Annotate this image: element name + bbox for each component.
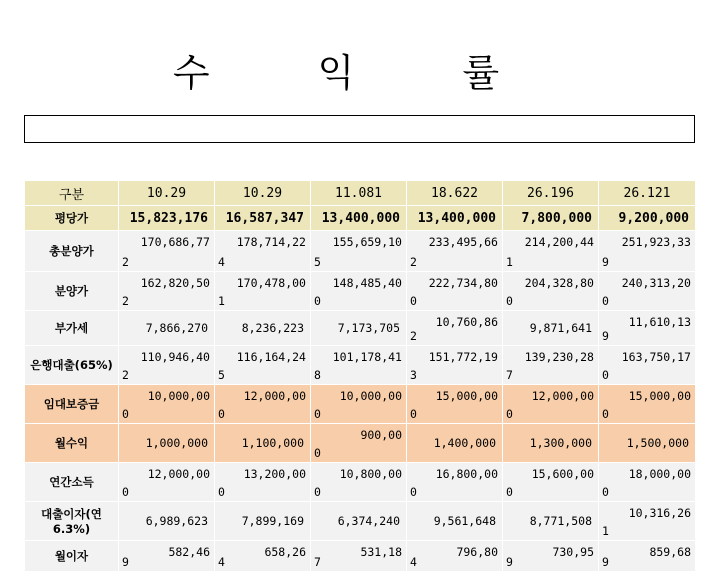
table-cell (503, 231, 599, 272)
cell-value: 859,68 (649, 545, 691, 559)
table-row (25, 206, 696, 231)
cell-value: 251,923,33 (621, 235, 691, 249)
table-row (25, 541, 696, 572)
table-cell (407, 272, 503, 311)
table-cell: 13,400,000 (407, 206, 503, 231)
header-cell: 26.196 (503, 181, 599, 206)
table-cell: 6,374,240 (311, 502, 407, 541)
table-cell: 9,561,648 (407, 502, 503, 541)
cell-value: 148,485,40 (332, 276, 402, 290)
cell-value: 10,000,00 (339, 389, 402, 403)
table-cell (119, 231, 215, 272)
table-cell (407, 231, 503, 272)
table-cell (599, 311, 696, 346)
cell-value: 582,46 (168, 545, 210, 559)
empty-box (24, 115, 695, 143)
cell-value: 10,800,00 (339, 467, 402, 481)
table-cell: 1,100,000 (215, 424, 311, 463)
table-cell (599, 463, 696, 502)
cell-value-tail: 1 (506, 255, 513, 269)
table-cell (119, 346, 215, 385)
cell-value-tail: 4 (410, 555, 417, 569)
cell-value-tail: 4 (218, 255, 225, 269)
cell-value: 214,200,44 (524, 235, 594, 249)
table-cell: 15,823,176 (119, 206, 215, 231)
table-row (25, 311, 696, 346)
table-cell: 13,400,000 (311, 206, 407, 231)
cell-value: 730,95 (552, 545, 594, 559)
cell-value-tail: 0 (410, 485, 417, 499)
row-label: 월이자 (25, 541, 119, 572)
row-label: 임대보증금 (25, 385, 119, 424)
table-cell: 7,866,270 (119, 311, 215, 346)
table-row (25, 424, 696, 463)
cell-value: 12,000,00 (531, 389, 594, 403)
table-cell: 1,300,000 (503, 424, 599, 463)
table-cell (311, 346, 407, 385)
header-label: 구분 (25, 181, 119, 206)
header-cell: 11.081 (311, 181, 407, 206)
cell-value-tail: 4 (218, 555, 225, 569)
row-label: 연간소득 (25, 463, 119, 502)
row-label: 평당가 (25, 206, 119, 231)
table-cell: 16,587,347 (215, 206, 311, 231)
cell-value-tail: 8 (314, 368, 321, 382)
cell-value: 16,800,00 (435, 467, 498, 481)
table-cell (119, 385, 215, 424)
cell-value: 110,946,40 (140, 350, 210, 364)
cell-value: 170,686,77 (140, 235, 210, 249)
cell-value-tail: 0 (218, 485, 225, 499)
cell-value-tail: 7 (314, 555, 321, 569)
row-label: 대출이자(연 6.3%) (25, 502, 119, 541)
cell-value-tail: 5 (314, 255, 321, 269)
table-cell: 7,800,000 (503, 206, 599, 231)
header-cell: 10.29 (119, 181, 215, 206)
row-label: 부가세 (25, 311, 119, 346)
cell-value: 658,26 (264, 545, 306, 559)
table-cell (215, 272, 311, 311)
table-cell (215, 231, 311, 272)
table-cell (407, 463, 503, 502)
table-cell (119, 463, 215, 502)
cell-value-tail: 2 (122, 368, 129, 382)
cell-value-tail: 0 (122, 485, 129, 499)
table-cell (215, 385, 311, 424)
cell-value-tail: 0 (410, 407, 417, 421)
table-cell (503, 346, 599, 385)
cell-value-tail: 3 (410, 368, 417, 382)
cell-value-tail: 0 (314, 294, 321, 308)
cell-value: 163,750,17 (621, 350, 691, 364)
cell-value: 222,734,80 (428, 276, 498, 290)
cell-value-tail: 0 (602, 368, 609, 382)
cell-value: 12,000,00 (147, 467, 210, 481)
cell-value: 233,495,66 (428, 235, 498, 249)
cell-value-tail: 2 (122, 294, 129, 308)
table-cell (311, 385, 407, 424)
cell-value-tail: 0 (314, 407, 321, 421)
table-cell: 7,173,705 (311, 311, 407, 346)
cell-value-tail: 0 (122, 407, 129, 421)
table-cell: 9,200,000 (599, 206, 696, 231)
table-row (25, 272, 696, 311)
table-cell (215, 346, 311, 385)
cell-value: 12,000,00 (243, 389, 306, 403)
cell-value-tail: 5 (218, 368, 225, 382)
table-cell: 8,771,508 (503, 502, 599, 541)
cell-value-tail: 0 (602, 407, 609, 421)
header-row (25, 181, 696, 206)
row-label: 월수익 (25, 424, 119, 463)
cell-value: 204,328,80 (524, 276, 594, 290)
table-cell (599, 502, 696, 541)
cell-value: 178,714,22 (236, 235, 306, 249)
cell-value-tail: 0 (506, 407, 513, 421)
cell-value: 170,478,00 (236, 276, 306, 290)
table-cell (503, 385, 599, 424)
cell-value-tail: 7 (506, 368, 513, 382)
cell-value-tail: 2 (410, 255, 417, 269)
cell-value-tail: 0 (602, 485, 609, 499)
cell-value: 155,659,10 (332, 235, 402, 249)
table-cell: 9,871,641 (503, 311, 599, 346)
cell-value: 18,000,00 (628, 467, 691, 481)
cell-value-tail: 0 (314, 485, 321, 499)
cell-value: 15,000,00 (435, 389, 498, 403)
table-row (25, 346, 696, 385)
cell-value-tail: 1 (218, 294, 225, 308)
table-cell: 1,000,000 (119, 424, 215, 463)
table-cell (215, 541, 311, 572)
cell-value: 13,200,00 (243, 467, 306, 481)
table-cell (311, 272, 407, 311)
cell-value: 10,760,86 (435, 315, 498, 329)
table-row (25, 502, 696, 541)
cell-value: 139,230,28 (524, 350, 594, 364)
table-cell: 7,899,169 (215, 502, 311, 541)
table-cell (407, 311, 503, 346)
header-cell: 18.622 (407, 181, 503, 206)
table-cell (503, 541, 599, 572)
table-cell (311, 541, 407, 572)
cell-value-tail: 2 (122, 255, 129, 269)
table-cell: 6,989,623 (119, 502, 215, 541)
cell-value: 162,820,50 (140, 276, 210, 290)
table-cell (407, 541, 503, 572)
table-cell: 8,236,223 (215, 311, 311, 346)
cell-value-tail: 9 (602, 555, 609, 569)
row-label: 은행대출(65%) (25, 346, 119, 385)
page-title: 수 익 률 (172, 51, 548, 95)
cell-value-tail: 9 (506, 555, 513, 569)
table-cell: 1,400,000 (407, 424, 503, 463)
cell-value: 11,610,13 (628, 315, 691, 329)
cell-value: 10,000,00 (147, 389, 210, 403)
cell-value-tail: 9 (602, 255, 609, 269)
cell-value: 900,00 (360, 428, 402, 442)
table-cell (215, 463, 311, 502)
table-cell (599, 272, 696, 311)
cell-value: 240,313,20 (621, 276, 691, 290)
cell-value: 15,000,00 (628, 389, 691, 403)
table-row (25, 231, 696, 272)
row-label: 분양가 (25, 272, 119, 311)
table-cell (599, 231, 696, 272)
cell-value: 15,600,00 (531, 467, 594, 481)
yield-table (24, 180, 696, 572)
cell-value: 531,18 (360, 545, 402, 559)
table-row (25, 463, 696, 502)
cell-value-tail: 0 (410, 294, 417, 308)
table-cell (407, 346, 503, 385)
cell-value-tail: 0 (314, 446, 321, 460)
header-cell: 26.121 (599, 181, 696, 206)
table-cell (407, 385, 503, 424)
table-cell (311, 231, 407, 272)
cell-value-tail: 9 (122, 555, 129, 569)
cell-value: 151,772,19 (428, 350, 498, 364)
cell-value-tail: 9 (602, 329, 609, 343)
table-cell (119, 541, 215, 572)
cell-value: 796,80 (456, 545, 498, 559)
row-label: 총분양가 (25, 231, 119, 272)
cell-value-tail: 0 (602, 294, 609, 308)
cell-value-tail: 0 (218, 407, 225, 421)
table-cell (311, 424, 407, 463)
cell-value: 101,178,41 (332, 350, 402, 364)
table-cell (119, 272, 215, 311)
table-cell (503, 272, 599, 311)
table-cell (599, 541, 696, 572)
cell-value-tail: 2 (410, 329, 417, 343)
table-cell (311, 463, 407, 502)
table-cell: 1,500,000 (599, 424, 696, 463)
cell-value-tail: 0 (506, 294, 513, 308)
cell-value: 10,316,26 (628, 506, 691, 520)
table-cell (599, 346, 696, 385)
header-cell: 10.29 (215, 181, 311, 206)
table-cell (599, 385, 696, 424)
table-cell (503, 463, 599, 502)
cell-value-tail: 1 (602, 524, 609, 538)
cell-value-tail: 0 (506, 485, 513, 499)
table-row (25, 385, 696, 424)
cell-value: 116,164,24 (236, 350, 306, 364)
